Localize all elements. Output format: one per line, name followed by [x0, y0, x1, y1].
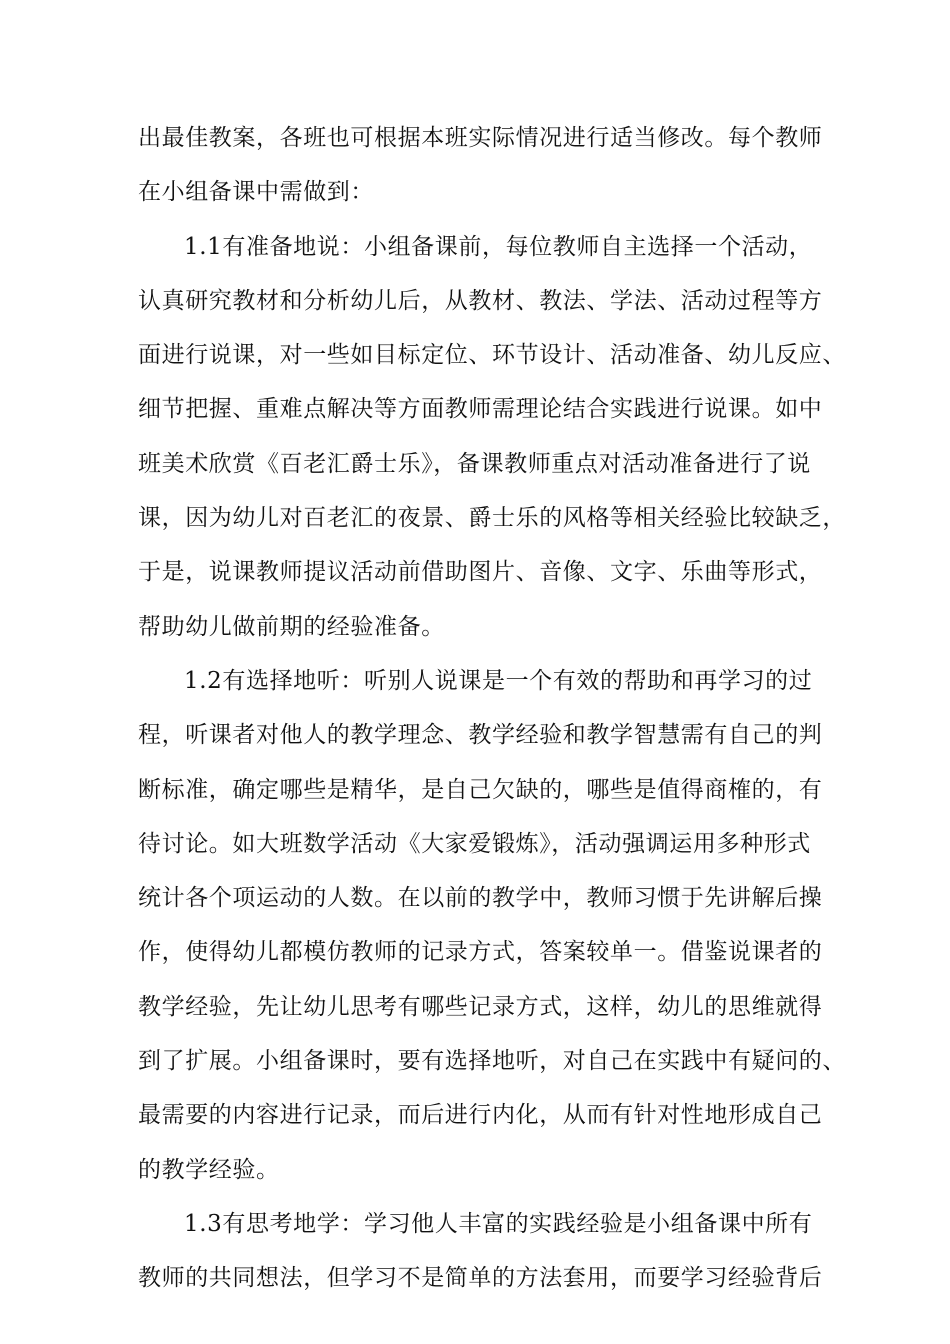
text-line: 于是，说课教师提议活动前借助图片、音像、文字、乐曲等形式， [138, 559, 823, 586]
text-line: 到了扩展。小组备课时，要有选择地听，对自己在实践中有疑问的、 [138, 1048, 846, 1075]
text-line: 认真研究教材和分析幼儿后，从教材、教法、学法、活动过程等方 [138, 287, 823, 314]
text-line: 统计各个项运动的人数。在以前的教学中，教师习惯于先讲解后操 [138, 885, 823, 912]
text-line: 教师的共同想法，但学习不是简单的方法套用，而要学习经验背后 [138, 1265, 823, 1292]
text-line: 断标准，确定哪些是精华，是自己欠缺的，哪些是值得商榷的，有 [138, 776, 823, 803]
text-line: 待讨论。如大班数学活动《大家爱锻炼》，活动强调运用多种形式 [138, 830, 811, 857]
text-line: 程，听课者对他人的教学理念、教学经验和教学智慧需有自己的判 [138, 722, 823, 749]
body-text [138, 111, 846, 1306]
text-line: 1.3有思考地学：学习他人丰富的实践经验是小组备课中所有 [184, 1210, 813, 1237]
text-line: 在小组备课中需做到： [138, 179, 374, 206]
text-line: 1.1有准备地说：小组备课前，每位教师自主选择一个活动， [184, 233, 813, 260]
text-line: 出最佳教案，各班也可根据本班实际情况进行适当修改。每个教师 [138, 125, 823, 151]
text-line: 课，因为幼儿对百老汇的夜景、爵士乐的风格等相关经验比较缺乏， [138, 505, 846, 532]
text-line: 最需要的内容进行记录，而后进行内化，从而有针对性地形成自己 [138, 1102, 823, 1129]
text-line: 的教学经验。 [138, 1156, 280, 1183]
text-line: 面进行说课，对一些如目标定位、环节设计、活动准备、幼儿反应、 [138, 342, 846, 369]
text-line: 作，使得幼儿都模仿教师的记录方式，答案较单一。借鉴说课者的 [138, 939, 823, 966]
text-line: 帮助幼儿做前期的经验准备。 [138, 613, 445, 640]
text-line: 教学经验，先让幼儿思考有哪些记录方式，这样，幼儿的思维就得 [138, 993, 823, 1020]
text-line: 细节把握、重难点解决等方面教师需理论结合实践进行说课。如中 [138, 396, 823, 423]
text-line: 1.2有选择地听：听别人说课是一个有效的帮助和再学习的过 [184, 667, 813, 694]
text-line: 班美术欣赏《百老汇爵士乐》，备课教师重点对活动准备进行了说 [138, 450, 811, 477]
